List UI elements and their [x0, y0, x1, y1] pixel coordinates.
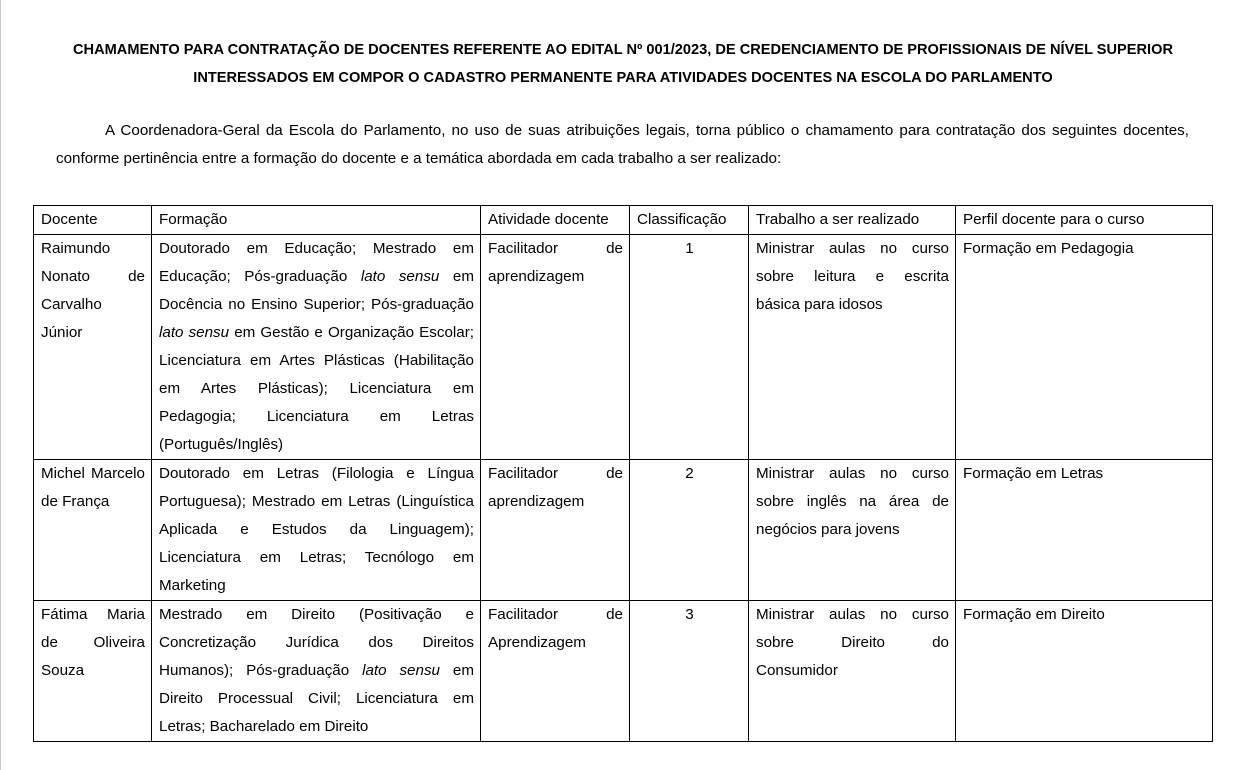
header-trabalho: Trabalho a ser realizado [749, 206, 956, 235]
cell-trabalho: Ministrar aulas no curso sobre leitura e escrita básica para idosos [749, 235, 956, 460]
header-atividade: Atividade docente [481, 206, 630, 235]
cell-classificacao: 1 [630, 235, 749, 460]
table-row [34, 601, 1213, 742]
cell-trabalho: Ministrar aulas no curso sobre inglês na área de negócios para jovens [749, 460, 956, 601]
cell-atividade: Facilitador de Aprendizagem [481, 601, 630, 742]
table-header-row [34, 206, 1213, 235]
cell-formacao [152, 235, 481, 460]
text-segment: em Docência no Ensino Superior; Pós-graduação [159, 268, 474, 313]
text-segment: em Gestão e Organização Escolar; Licenciatura em Artes Plásticas (Habilitação em Artes Plásticas); Licenciatura em Pedagogia; Licenciatura em Letras (Português/Inglês) [159, 324, 475, 453]
cell-docente: Fátima Maria de Oliveira Souza [34, 601, 152, 742]
header-docente: Docente [34, 206, 152, 235]
cell-perfil: Formação em Direito [956, 601, 1213, 742]
text-segment: em Direito Processual Civil; Licenciatura em Letras; Bacharelado em Direito [159, 662, 474, 735]
cell-atividade: Facilitador de aprendizagem [481, 235, 630, 460]
text-segment: Doutorado em Educação; Mestrado em Educação; Pós-graduação [159, 240, 474, 285]
italic-term: lato sensu [159, 324, 230, 341]
italic-term: lato sensu [362, 662, 440, 679]
cell-formacao [152, 460, 481, 601]
cell-perfil: Formação em Letras [956, 460, 1213, 601]
cell-atividade: Facilitador de aprendizagem [481, 460, 630, 601]
header-formacao: Formação [152, 206, 481, 235]
header-perfil: Perfil docente para o curso [956, 206, 1213, 235]
table-row [34, 235, 1213, 460]
cell-trabalho: Ministrar aulas no curso sobre Direito do Consumidor [749, 601, 956, 742]
italic-term: lato sensu [360, 268, 440, 285]
cell-classificacao: 3 [630, 601, 749, 742]
intro-paragraph: A Coordenadora-Geral da Escola do Parlamento, no uso de suas atribuições legais, torna público o chamamento para contratação dos seguintes docentes, conforme pertinência entre a formação do docente e a temática abordada em cada trabalho a ser realizado: [56, 122, 1189, 167]
cell-perfil: Formação em Pedagogia [956, 235, 1213, 460]
cell-classificacao: 2 [630, 460, 749, 601]
cell-docente: Michel Marcelo de França [34, 460, 152, 601]
cell-docente: Raimundo Nonato de Carvalho Júnior [34, 235, 152, 460]
docentes-table [33, 205, 1213, 742]
text-segment: Mestrado em Direito (Positivação e Concretização Jurídica dos Direitos Humanos); Pós-graduação [159, 606, 474, 679]
cell-formacao [152, 601, 481, 742]
table-row [34, 460, 1213, 601]
header-classificacao: Classificação [630, 206, 749, 235]
document-title: CHAMAMENTO PARA CONTRATAÇÃO DE DOCENTES REFERENTE AO EDITAL Nº 001/2023, DE CREDENCIAMENTO DE PROFISSIONAIS DE NÍVEL SUPERIOR INTERESSADOS EM COMPOR O CADASTRO PERMANENTE PARA ATIVIDADES DOCENTES NA ESCOLA DO PARLAMENTO [73, 42, 1173, 86]
text-segment: Doutorado em Letras (Filologia e Língua Portuguesa); Mestrado em Letras (Linguística Aplicada e Estudos da Linguagem); Licenciatura em Letras; Tecnólogo em Marketing [159, 465, 474, 594]
